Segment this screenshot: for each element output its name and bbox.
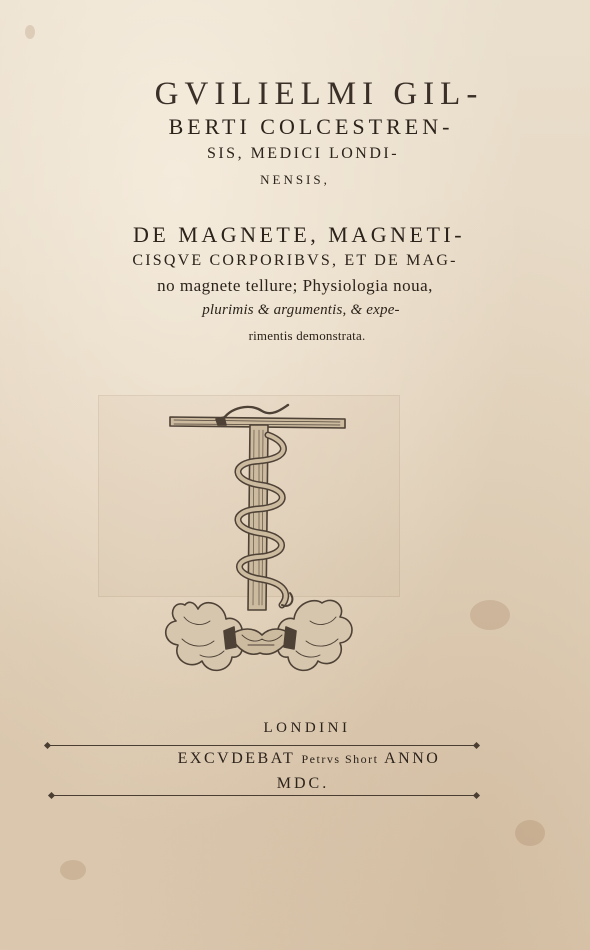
imprint-printer (0, 750, 590, 768)
imprint-city: LONDINI (263, 720, 351, 736)
imprint-year: MDC. (276, 775, 330, 792)
foxing-stain (25, 25, 35, 39)
title-line-2: CISQVE CORPORIBVS, ET DE MAG- (132, 252, 458, 269)
author-line-2: BERTI COLCESTREN- (168, 114, 454, 139)
author-line-3: SIS, MEDICI LONDI- (206, 145, 400, 162)
imprint-printer-name: Petrvs Short (301, 752, 379, 766)
title-line-5: rimentis demonstrata. (248, 328, 366, 343)
imprint-printer-suffix: ANNO (384, 750, 441, 767)
foxing-stain (60, 860, 86, 880)
foxing-stain (515, 820, 545, 846)
printers-device-icon (150, 395, 370, 695)
ornamental-rule (52, 795, 476, 796)
imprint-printer-prefix: EXCVDEBAT (177, 750, 295, 767)
title-line-1: DE MAGNETE, MAGNETI- (132, 222, 466, 247)
title-line-3: no magnete tellure; Physiologia noua, (157, 276, 433, 295)
author-line-4: NENSIS, (260, 172, 330, 187)
foxing-stain (470, 600, 510, 630)
author-line-1: GVILIELMI GIL- (154, 76, 484, 112)
title-line-4: plurimis & argumentis, & expe- (202, 302, 400, 318)
ornamental-rule (48, 745, 476, 746)
